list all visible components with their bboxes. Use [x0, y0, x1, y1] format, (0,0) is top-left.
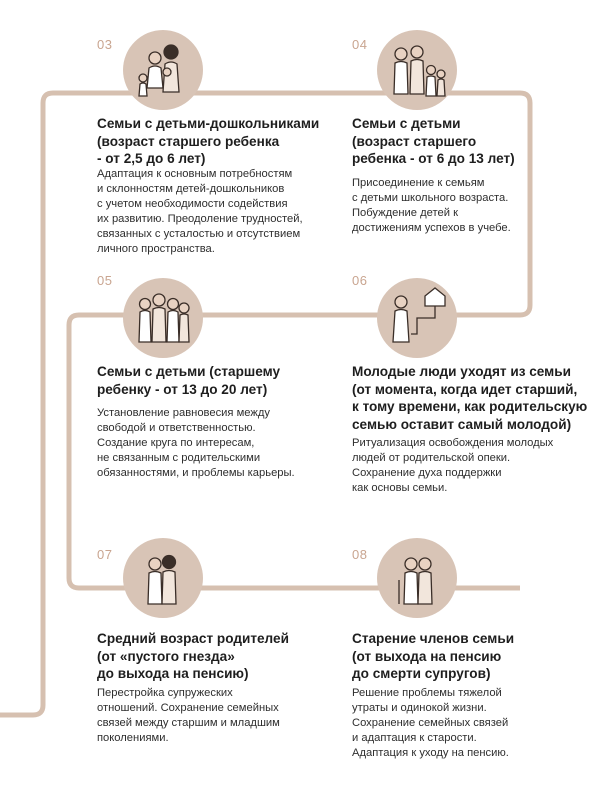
- middle-aged-couple-icon: [123, 538, 203, 618]
- stage-number: 03: [97, 37, 113, 52]
- stage-description: Ритуализация освобождения молодых людей от родительской опеки. Сохранение духа поддержки как основы семьи.: [352, 437, 554, 494]
- stage-description: Адаптация к основным потребностям и склонностям детей-дошкольников с учетом необходимости содействия их развитию. Преодоление трудностей, связанных с усталостью и отсутствием личного пространства.: [97, 168, 303, 255]
- stage-title: Семьи с детьми (возраст старшего ребенка - от 6 до 13 лет): [352, 116, 515, 166]
- stage-title: Средний возраст родителей (от «пустого гнезда» до выхода на пенсию): [97, 631, 289, 681]
- stage-description: Перестройка супружеских отношений. Сохранение семейных связей между старшим и младшим поколениями.: [97, 687, 280, 744]
- stage-number: 04: [352, 37, 368, 52]
- stage-number: 05: [97, 273, 113, 288]
- stage-number: 07: [97, 547, 113, 562]
- stage-description: Решение проблемы тяжелой утраты и одинокой жизни. Сохранение семейных связей и адаптация к старости. Адаптация к уходу на пенсию.: [352, 687, 509, 759]
- stage-number: 06: [352, 273, 368, 288]
- elderly-couple-icon: [377, 538, 457, 618]
- stage-title: Молодые люди уходят из семьи (от момента, когда идет старший, к тому времени, как родительскую семью оставит самый молодой): [352, 364, 588, 432]
- family-with-toddlers-icon: [123, 30, 203, 110]
- stage-title: Старение членов семьи (от выхода на пенсию до смерти супругов): [352, 631, 515, 681]
- family-with-schoolchildren-icon: [377, 30, 457, 110]
- leaving-home-icon: [377, 278, 457, 358]
- stage-number: 08: [352, 547, 368, 562]
- stage-title: Семьи с детьми-дошкольниками (возраст старшего ребенка - от 2,5 до 6 лет): [97, 116, 320, 166]
- stage-title: Семьи с детьми (старшему ребенку - от 13 до 20 лет): [97, 364, 281, 397]
- stage-description: Установление равновесия между свободой и ответственностью. Создание круга по интересам, не связанным с родительскими обязанностями, и проблемы карьеры.: [97, 407, 295, 479]
- family-with-teenagers-icon: [123, 278, 203, 358]
- stage-description: Присоединение к семьям с детьми школьного возраста. Побуждение детей к достижениям успехов в учебе.: [352, 177, 511, 234]
